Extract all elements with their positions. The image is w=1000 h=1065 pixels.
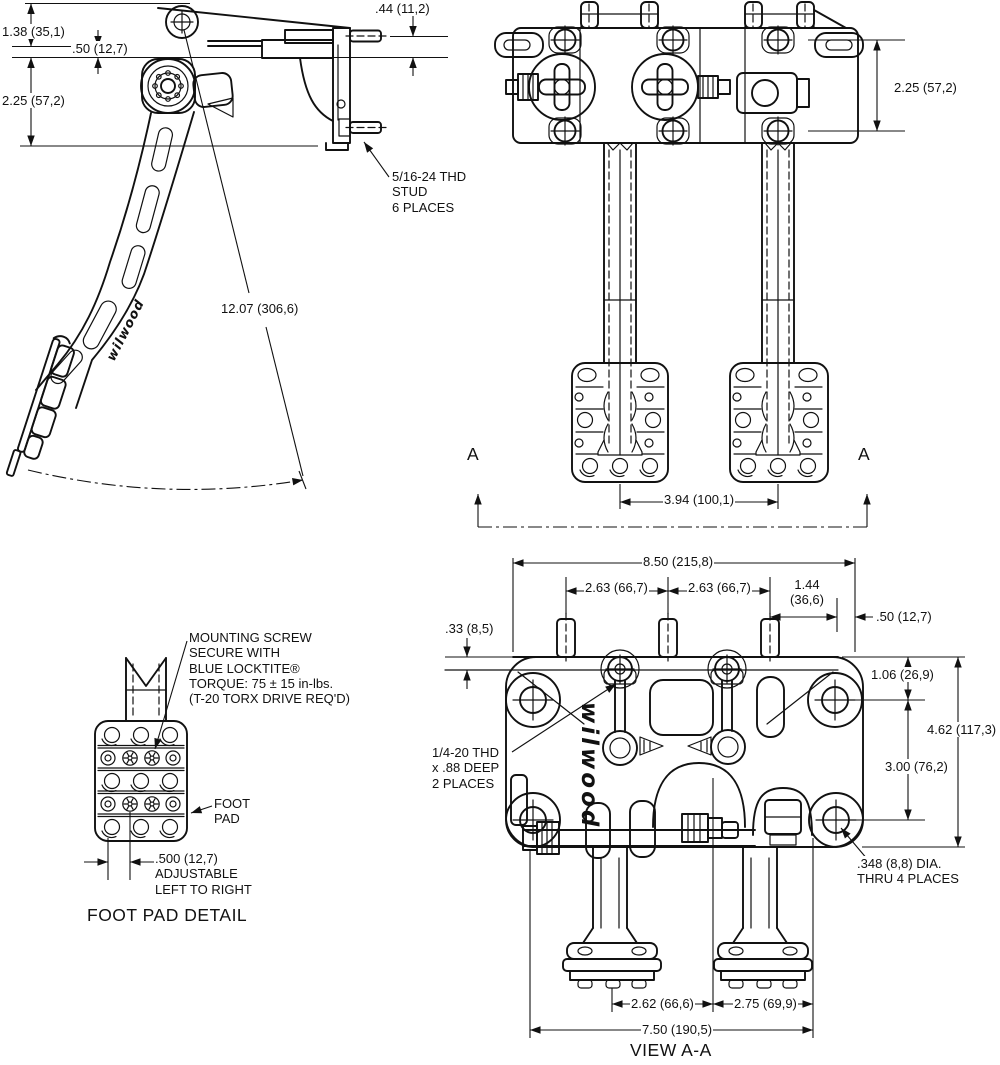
- wilwood-logo-aa: wilwood: [576, 702, 602, 830]
- dia-callout-line2: THRU 4 PLACES: [857, 871, 959, 887]
- view-aa-art: [445, 558, 965, 1038]
- dim-stud-right: 2.63 (66,7): [688, 580, 751, 595]
- dim-stud-left: 2.63 (66,7): [585, 580, 648, 595]
- view-aa-foot-left: [563, 943, 661, 988]
- adjust-note: [154, 851, 253, 897]
- adjust-note-line2: ADJUSTABLE: [155, 866, 238, 882]
- dim-edge-inches: 1.44: [794, 577, 820, 592]
- dim-hole-top: 1.06 (26,9): [871, 667, 934, 682]
- screw-note-line2: SECURE WITH: [189, 645, 280, 661]
- dim-pedal-left: 2.62 (66,6): [631, 996, 694, 1011]
- dim-pivot-offset: 1.38 (35,1): [2, 24, 65, 39]
- stud-callout-line1: 5/16-24 THD: [392, 169, 467, 184]
- screw-note-line5: (T-20 TORX DRIVE REQ'D): [189, 691, 350, 707]
- top-view-footpad-right: [730, 363, 828, 482]
- dim-pedal-length: 12.07 (306,6): [221, 301, 299, 316]
- thd-callout-line1: 1/4-20 THD: [432, 745, 499, 760]
- screw-note-line4: TORQUE: 75 ± 15 in-lbs.: [189, 675, 334, 691]
- dim-offset: .50 (12,7): [876, 609, 932, 624]
- view-aa-title: VIEW A-A: [630, 1040, 712, 1060]
- dim-plate-thickness: .50 (12,7): [72, 41, 128, 56]
- dim-mount-width: 7.50 (190,5): [642, 1022, 713, 1037]
- section-marker-right: A: [858, 444, 871, 464]
- dim-top-height: .44 (11,2): [375, 1, 430, 16]
- dim-drop: 2.25 (57,2): [2, 93, 65, 108]
- dia-callout: [856, 856, 960, 887]
- wilwood-logo-side: wilwood: [104, 297, 149, 364]
- dim-overall-width: 8.50 (215,8): [643, 554, 714, 569]
- view-aa-foot-right: [714, 943, 812, 988]
- thd-callout-line2: x .88 DEEP: [432, 760, 500, 776]
- dia-callout-line1: .348 (8,8) DIA.: [857, 856, 942, 871]
- side-view-art: [6, 4, 448, 490]
- footpad-detail-title: FOOT PAD DETAIL: [87, 905, 248, 925]
- foot-pad-label: [213, 796, 251, 827]
- dim-depth: 2.25 (57,2): [894, 80, 957, 95]
- thd-callout-line3: 2 PLACES: [432, 775, 495, 791]
- dim-edge: [781, 577, 833, 608]
- thd-callout: [431, 745, 500, 791]
- dim-pad-spacing: 3.94 (100,1): [664, 492, 735, 507]
- dim-pedal-right: 2.75 (69,9): [734, 996, 797, 1011]
- adjust-note-line1: .500 (12,7): [155, 851, 218, 866]
- dim-flange: .33 (8,5): [445, 621, 494, 636]
- dim-hole-span: 3.00 (76,2): [885, 759, 948, 774]
- mounting-screw-note: [188, 630, 351, 707]
- foot-pad-label-line2: PAD: [214, 811, 240, 827]
- dim-overall-height: 4.62 (117,3): [927, 722, 997, 737]
- top-view-art: [478, 2, 905, 527]
- stud-callout-line3: 6 PLACES: [392, 199, 455, 215]
- section-marker-left: A: [467, 444, 480, 464]
- screw-note-line3: BLUE LOCKTITE®: [189, 660, 300, 676]
- stud-callout-line2: STUD: [392, 184, 428, 200]
- foot-pad-label-line1: FOOT: [214, 796, 251, 811]
- adjust-note-line3: LEFT TO RIGHT: [155, 881, 252, 897]
- screw-note-line1: MOUNTING SCREW: [189, 630, 312, 645]
- dim-edge-mm: (36,6): [790, 592, 824, 608]
- stud-callout: [391, 169, 467, 215]
